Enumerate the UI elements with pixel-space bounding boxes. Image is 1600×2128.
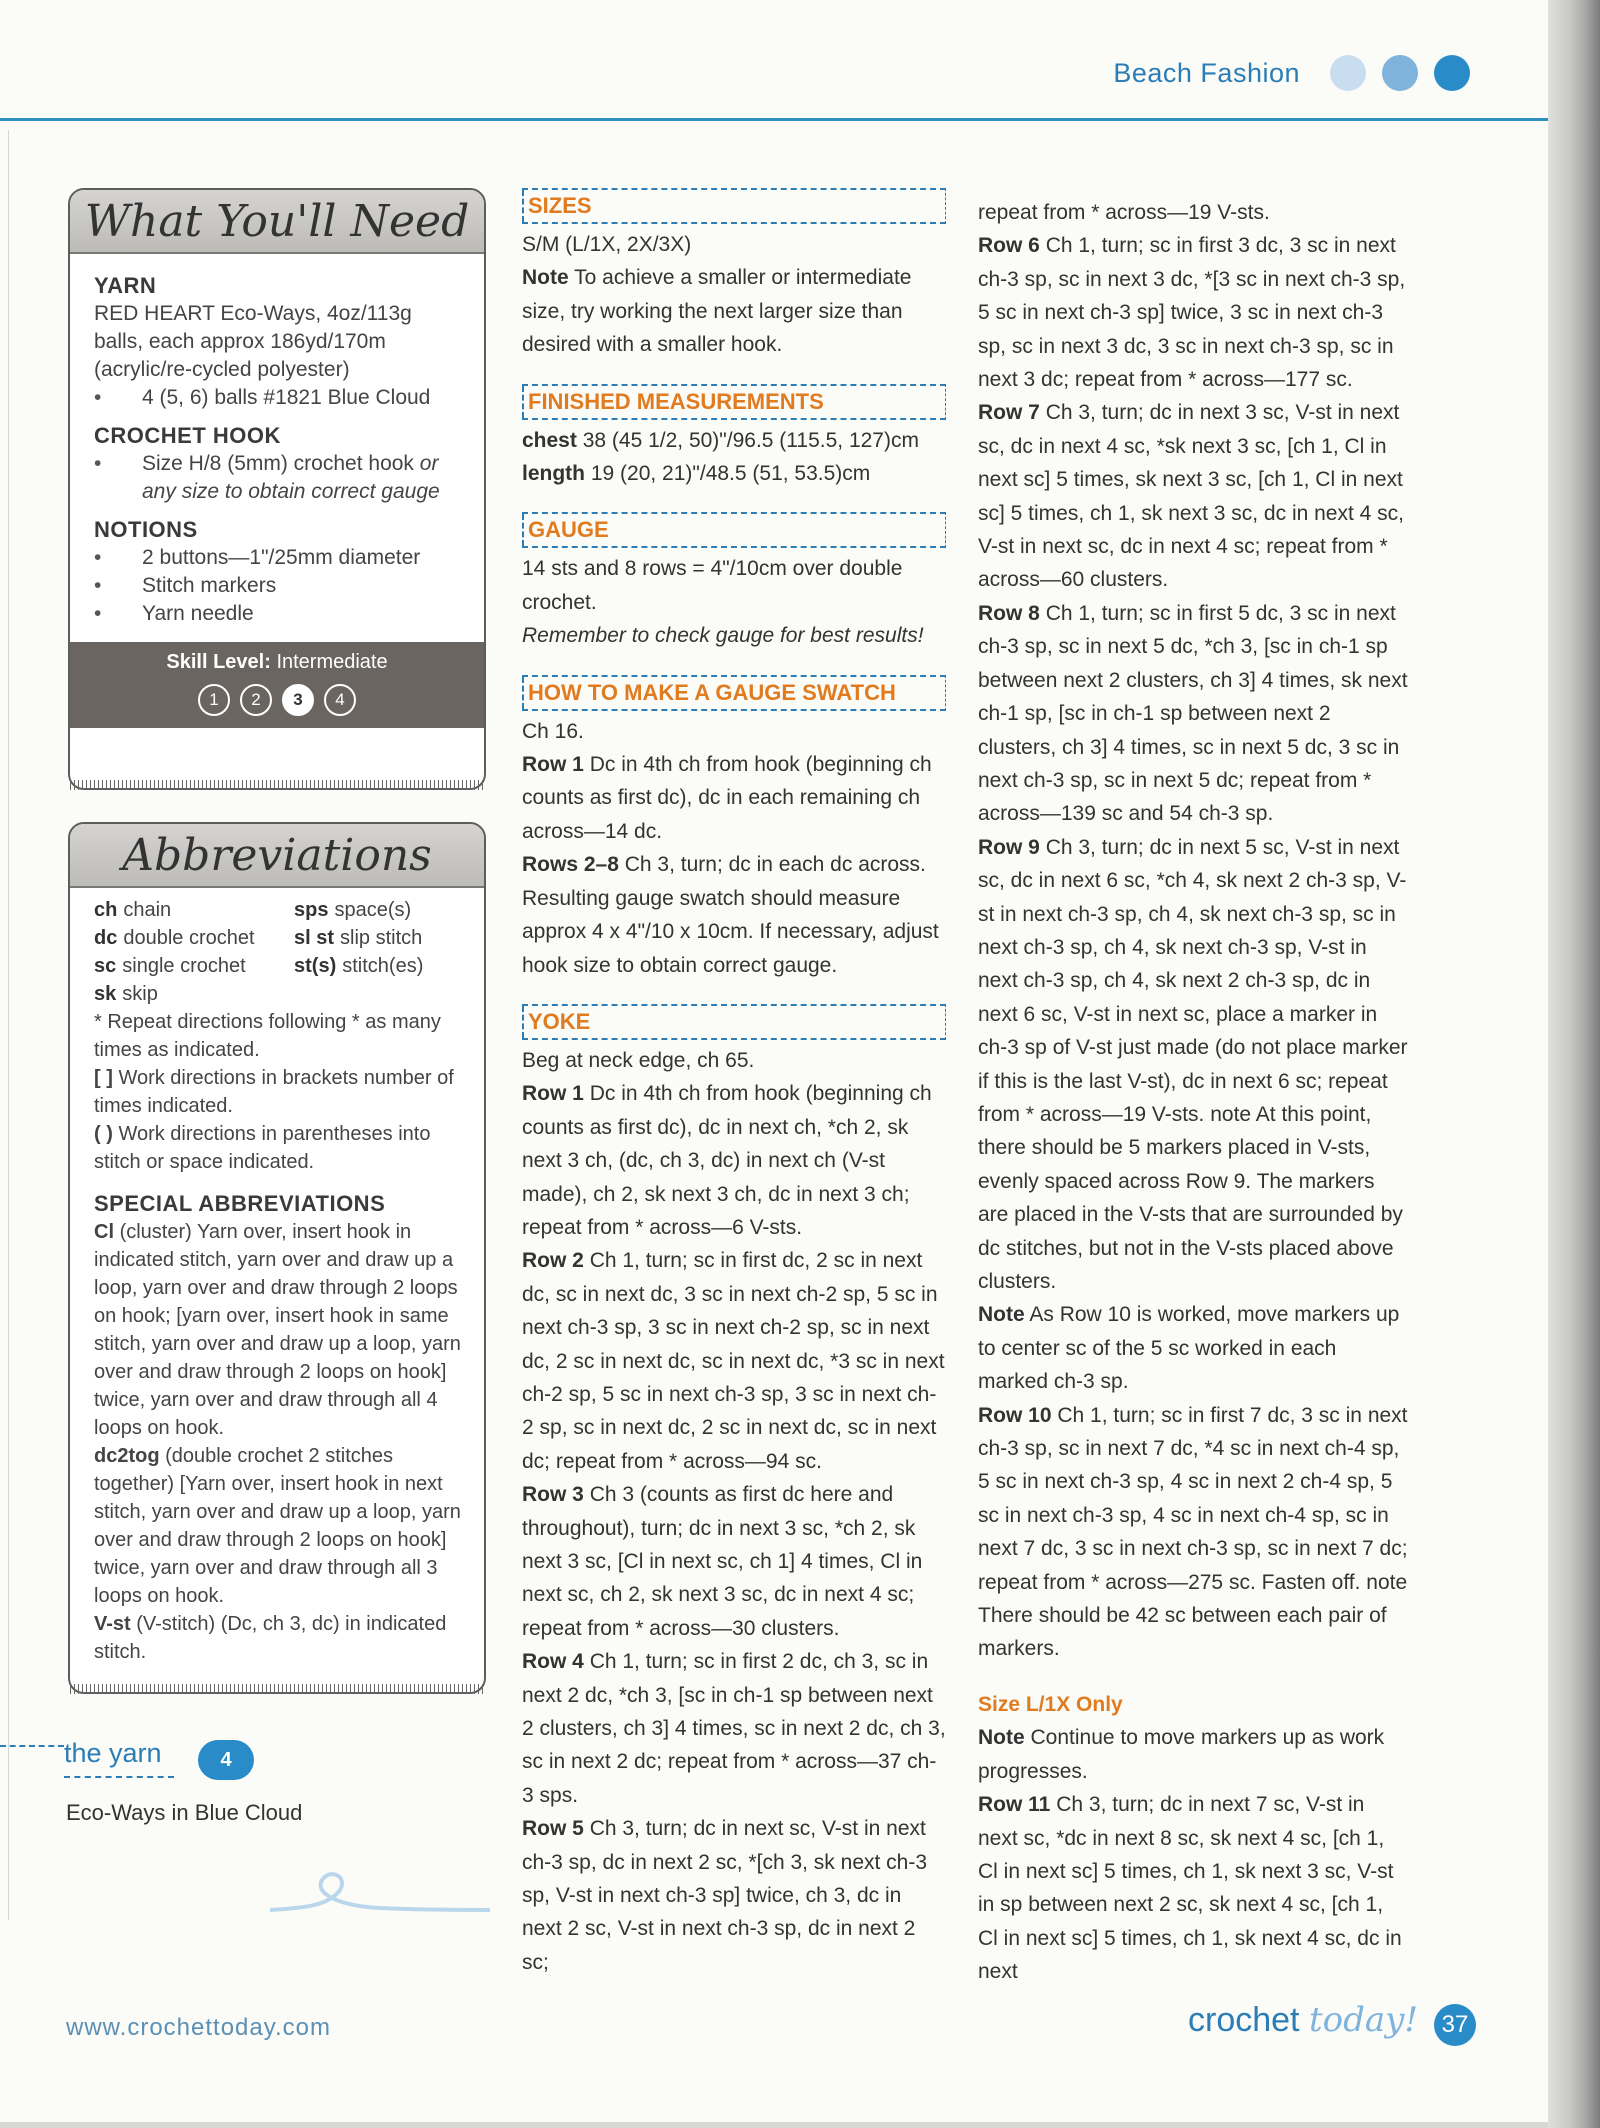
yarn-underline [64, 1776, 174, 1778]
abbr-item: dc double crochet [94, 927, 255, 949]
abbr-item: st(s) stitch(es) [294, 955, 424, 977]
yoke-row: Row 6 Ch 1, turn; sc in first 3 dc, 3 sc in next ch-3 sp, sc in next 3 dc, *[3 sc in next ch-3 sp, 5 sc in next ch-3 sp] twice, 3 sc in next ch-3 sp, sc in next 3 dc, 3 sc in next ch-3 sp, sc in next 3 dc; repeat from * across—177 sc. [978, 234, 1406, 392]
notion-item: • 2 buttons—1"/25mm diameter [94, 544, 462, 572]
special-abbr-item: Cl (cluster) Yarn over, insert hook in indicated stitch, yarn over and draw up a loop, yarn over and draw through 2 loops on hook; [yarn over, insert hook in same stitch, yarn over and draw up a loop, yarn over and draw through 2 loops on hook] twice, yarn over and draw through all 4 loops on hook. [94, 1221, 461, 1439]
size-heading: Size L/1X Only [978, 1692, 1123, 1716]
yarn-ball-icon: 4 [198, 1740, 254, 1780]
yoke-heading: YOKE [522, 1004, 946, 1040]
materials-box [68, 188, 486, 790]
yoke-row: Row 10 Ch 1, turn; sc in first 7 dc, 3 sc in next ch-3 sp, sc in next 7 dc, *4 sc in next ch-4 sp, 5 sc in next ch-3 sp, 4 sc in next 2 ch-4 sp, 5 sc in next ch-3 sp, 4 sc in next ch-4 sp, sc in next 7 dc, 3 sc in next ch-3 sp, sc in next 7 dc; repeat from * across—275 sc. Fasten off. note There should be 42 sc between each pair of markers. [978, 1403, 1408, 1661]
hook-item [94, 450, 462, 506]
abbr-item: sk skip [94, 983, 158, 1005]
yoke-row: Row 5 Ch 3, turn; dc in next sc, V-st in next ch-3 sp, dc in next 2 sc, *[ch 3, sk next ch-3 sp, V-st in next ch-3 sp] twice, ch 3, dc in next 2 sc, V-st in next ch-3 sp, dc in next 2 sc; [522, 1817, 928, 1974]
continued-text: repeat from * across—19 V-sts. [978, 201, 1270, 224]
hook-size: Size H/8 (5mm) crochet hook [142, 452, 414, 475]
note-parens: ( ) Work directions in parentheses into stitch or space indicated. [94, 1123, 431, 1173]
note-brackets: [ ] Work directions in brackets number of times indicated. [94, 1067, 454, 1117]
gauge-reminder: Remember to check gauge for best results! [522, 624, 924, 648]
notion-item: • Stitch markers [94, 572, 462, 600]
skill-level-3-selected: 3 [282, 684, 314, 716]
materials-box-header [70, 190, 484, 254]
book-spine [1548, 0, 1600, 2128]
header-dot-dark [1434, 55, 1470, 91]
sizes-note: Note To achieve a smaller or intermediate size, try working the next larger size than desired with a smaller hook. [522, 266, 912, 357]
website-url[interactable]: www.crochettoday.com [66, 2014, 331, 2041]
hook-heading: CROCHET HOOK [94, 423, 281, 448]
yoke-row: Row 2 Ch 1, turn; sc in first dc, 2 sc in next dc, sc in next dc, 3 sc in next ch-2 sp, 5 sc in next ch-3 sp, 3 sc in next ch-2 sp, sc in next dc, 2 sc in next dc, sc in next dc, *3 sc in next ch-2 sp, 5 sc in next ch-3 sp, 3 sc in next ch-2 sp, sc in next dc, 2 sc in next dc, sc in next dc; repeat from * across—94 sc. [522, 1249, 945, 1473]
special-heading: SPECIAL ABBREVIATIONS [94, 1191, 386, 1216]
notions-heading: NOTIONS [94, 517, 198, 542]
yoke-row: Row 7 Ch 3, turn; dc in next 3 sc, V-st in next sc, dc in next 4 sc, *sk next 3 sc, [ch 1, Cl in next sc] 5 times, sk next 3 sc, [ch 1, Cl in next sc] 5 times, ch 1, sk next 3 sc, dc in next 4 sc, V-st in next sc, dc in next 4 sc; repeat from * across—60 clusters. [978, 401, 1404, 592]
abbreviations-title: Abbreviations [122, 829, 432, 881]
hook-alt: or any size to obtain correct gauge [142, 452, 440, 503]
length-measure: length 19 (20, 21)"/48.5 (51, 53.5)cm [522, 462, 871, 486]
special-abbr-item: V-st (V-stitch) (Dc, ch 3, dc) in indicated stitch. [94, 1613, 447, 1663]
swatch-row: Row 1 Dc in 4th ch from hook (beginning ch counts as first dc), dc in each remaining ch across—14 dc. [522, 753, 932, 843]
abbreviations-box-header [70, 824, 484, 888]
abbr-item: sc single crochet [94, 955, 246, 977]
yarn-quantity: • 4 (5, 6) balls #1821 Blue Cloud [94, 384, 462, 412]
special-abbr-item: dc2tog (double crochet 2 stitches together) [Yarn over, insert hook in next stitch, yarn over and draw up a loop, yarn over and draw through 2 loops on hook] twice, yarn over and draw through all 3 loops on hook. [94, 1445, 461, 1607]
skill-level-4: 4 [324, 684, 356, 716]
instructions-column-1 [522, 188, 946, 1979]
yarn-dash-left [0, 1745, 64, 1747]
gauge-text: 14 sts and 8 rows = 4"/10cm over double crochet. [522, 557, 903, 614]
chest-measure: chest 38 (45 1/2, 50)"/96.5 (115.5, 127)cm [522, 428, 919, 452]
page-margin-line [8, 130, 9, 1920]
marker-note: Note As Row 10 is worked, move markers up to center sc of the 5 sc worked in each marked ch-3 sp. [978, 1303, 1400, 1394]
yoke-row: Row 4 Ch 1, turn; sc in first 2 dc, ch 3, sc in next 2 dc, *ch 3, [sc in ch-1 sp between next 2 clusters, ch 3] 4 times, sc in next 2 dc, ch 3, sc in next 2 dc; repeat from * across—37 ch-3 sps. [522, 1650, 946, 1807]
abbr-item: sl st slip stitch [294, 927, 423, 949]
abbreviations-box [68, 822, 486, 1694]
yarn-swirl-decoration [270, 1860, 490, 1920]
magazine-logo: crochet today! [1188, 2000, 1418, 2040]
header-dot-mid [1382, 55, 1418, 91]
gauge-heading: GAUGE [522, 512, 946, 548]
notion-item: • Yarn needle [94, 600, 462, 628]
note-repeat: * Repeat directions following * as many times as indicated. [94, 1011, 441, 1061]
page-number: 37 [1434, 2004, 1476, 2046]
ruler-edge [70, 780, 484, 790]
size-note: Note Continue to move markers up as work progresses. [978, 1726, 1385, 1783]
page-bottom-edge [0, 2122, 1548, 2128]
abbr-item: ch chain [94, 899, 172, 921]
abbr-item: sps space(s) [294, 899, 412, 921]
header-dot-light [1330, 55, 1366, 91]
section-title: Beach Fashion [1113, 58, 1300, 88]
swatch-heading: HOW TO MAKE A GAUGE SWATCH [522, 675, 946, 711]
yoke-row: Row 1 Dc in 4th ch from hook (beginning ch counts as first dc), dc in next ch, *ch 2, sk next 3 ch, (dc, ch 3, dc) in next ch (V-st made), ch 2, sk next 3 ch, dc in next 3 ch; repeat from * across—6 V-sts. [522, 1082, 932, 1239]
yoke-intro: Beg at neck edge, ch 65. [522, 1048, 755, 1072]
swatch-row: Rows 2–8 Ch 3, turn; dc in each dc across. Resulting gauge swatch should measure approx 4 x 4"/10 x 10cm. If necessary, adjust hook size to obtain correct gauge. [522, 853, 939, 977]
skill-level-bar [70, 642, 484, 728]
yoke-row: Row 8 Ch 1, turn; sc in first 5 dc, 3 sc in next ch-3 sp, sc in next 5 dc, *ch 3, [sc in ch-1 sp between next 2 clusters, ch 3] 4 times, sk next ch-1 sp, [sc in ch-1 sp between next 2 clusters, ch 3] 4 times, sc in next 5 dc, 3 sc in next ch-3 sp, sc in next 5 dc; repeat from * across—139 sc and 54 ch-3 sp. [978, 601, 1408, 826]
yoke-row: Row 11 Ch 3, turn; dc in next 7 sc, V-st in next sc, *dc in next 8 sc, sk next 4 sc, [ch 1, Cl in next sc] 5 times, ch 1, sk next 3 sc, V-st in sp between next 2 sc, sk next 4 sc, [ch 1, Cl in next sc] 5 times, ch 1, sk next 4 sc, dc in next [978, 1793, 1402, 1984]
skill-label: Skill Level: [166, 651, 271, 673]
ruler-edge [70, 1684, 484, 1694]
yoke-row: Row 3 Ch 3 (counts as first dc here and throughout), turn; dc in next 3 sc, *ch 2, sk next 3 sc, [Cl in next sc, ch 1] 4 times, Cl in next sc, ch 2, sk next 3 sc, dc in next 4 sc; repeat from * across—30 clusters. [522, 1483, 923, 1640]
yarn-heading: YARN [94, 273, 157, 298]
sizes-heading: SIZES [522, 188, 946, 224]
measurements-heading: FINISHED MEASUREMENTS [522, 384, 946, 420]
sizes-text: S/M (L/1X, 2X/3X) [522, 233, 692, 256]
skill-level-2: 2 [240, 684, 272, 716]
instructions-column-2 [978, 196, 1408, 1989]
header-rule [0, 118, 1548, 121]
swatch-chain: Ch 16. [522, 719, 584, 743]
skill-value: Intermediate [276, 651, 388, 673]
yarn-label: the yarn [64, 1738, 162, 1768]
yoke-row: Row 9 Ch 3, turn; dc in next 5 sc, V-st in next sc, dc in next 6 sc, *ch 4, sk next 2 ch-3 sp, V-st in next ch-3 sp, ch 4, sk next ch-3 sp, sc in next ch-3 sp, ch 4, sk next ch-3 sp, V-st in next ch-3 sp, ch 4, sk next 2 ch-3 sp, dc in next 6 sc, V-st in next sc, place a marker in ch-3 sp of V-st just made (do not place marker if this is the last V-st), dc in next 6 sc; repeat from * across—19 V-sts. note At this point, there should be 5 markers placed in V-sts, evenly spaced across Row 9. The markers are placed in the V-sts that are surrounded by dc stitches, but not in the V-sts placed above clusters. [978, 835, 1408, 1293]
yarn-description: RED HEART Eco-Ways, 4oz/113g balls, each approx 186yd/170m (acrylic/re-cycled polyester) [94, 302, 412, 381]
yarn-used: Eco-Ways in Blue Cloud [66, 1800, 303, 1825]
skill-level-1: 1 [198, 684, 230, 716]
materials-title: What You'll Need [84, 195, 470, 247]
